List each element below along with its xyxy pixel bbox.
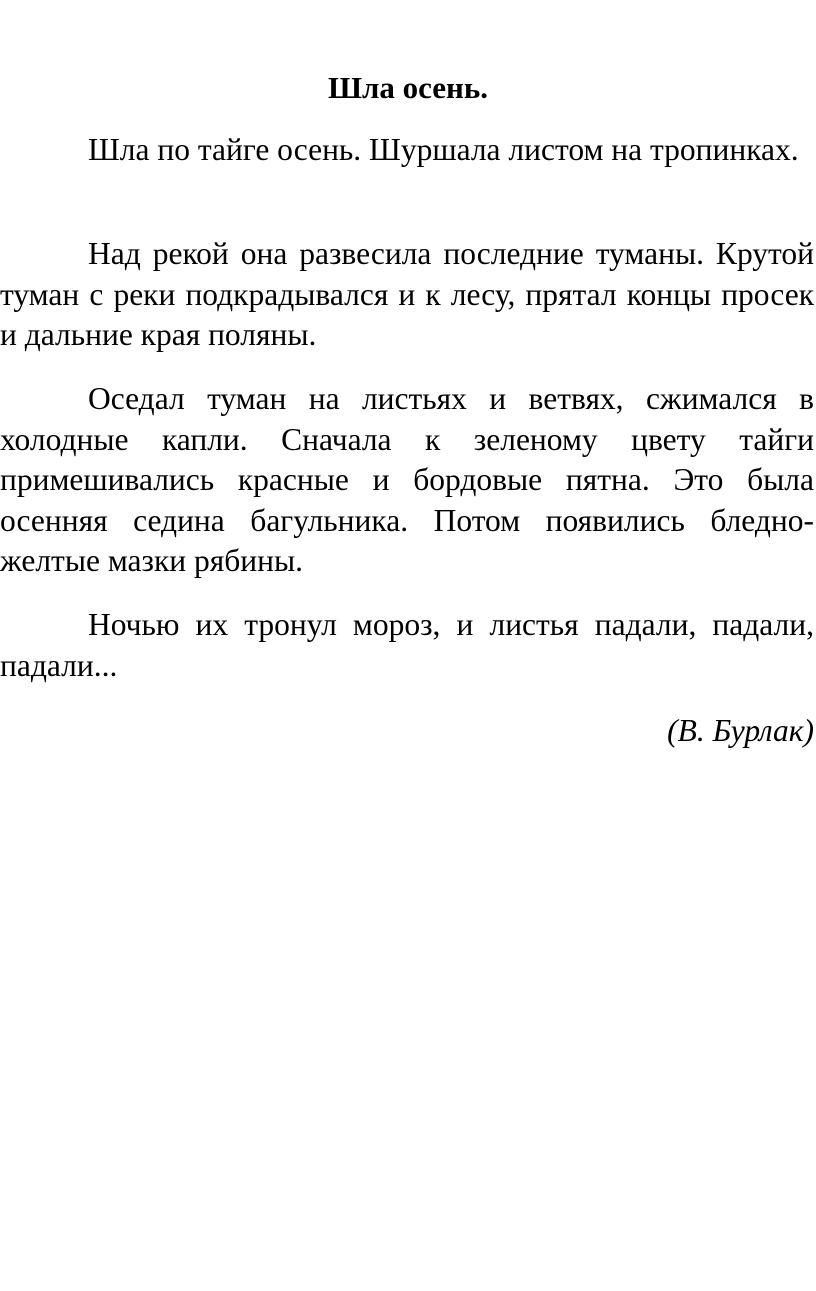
page-title: Шла осень. — [327, 70, 489, 105]
paragraph-2: Над рекой она развесила последние туманы. Крутой туман с реки подкрадывался и к лесу, прятал концы просек и дальние края поляны. — [0, 236, 814, 352]
paragraph-4: Ночью их тронул мороз, и листья падали, падали, падали... — [0, 607, 814, 683]
paragraph-1: Шла по тайге осень. Шуршала листом на тропинках. — [88, 132, 799, 167]
paragraph-3: Оседал туман на листьях и ветвях, сжимался в холодные капли. Сначала к зеленому цвету тайги примешивались красные и бордовые пятна. Это была осенняя седина багульника. Потом появились бледно-желтые мазки рябины. — [0, 381, 814, 578]
author-attribution: (В. Бурлак) — [667, 713, 814, 748]
